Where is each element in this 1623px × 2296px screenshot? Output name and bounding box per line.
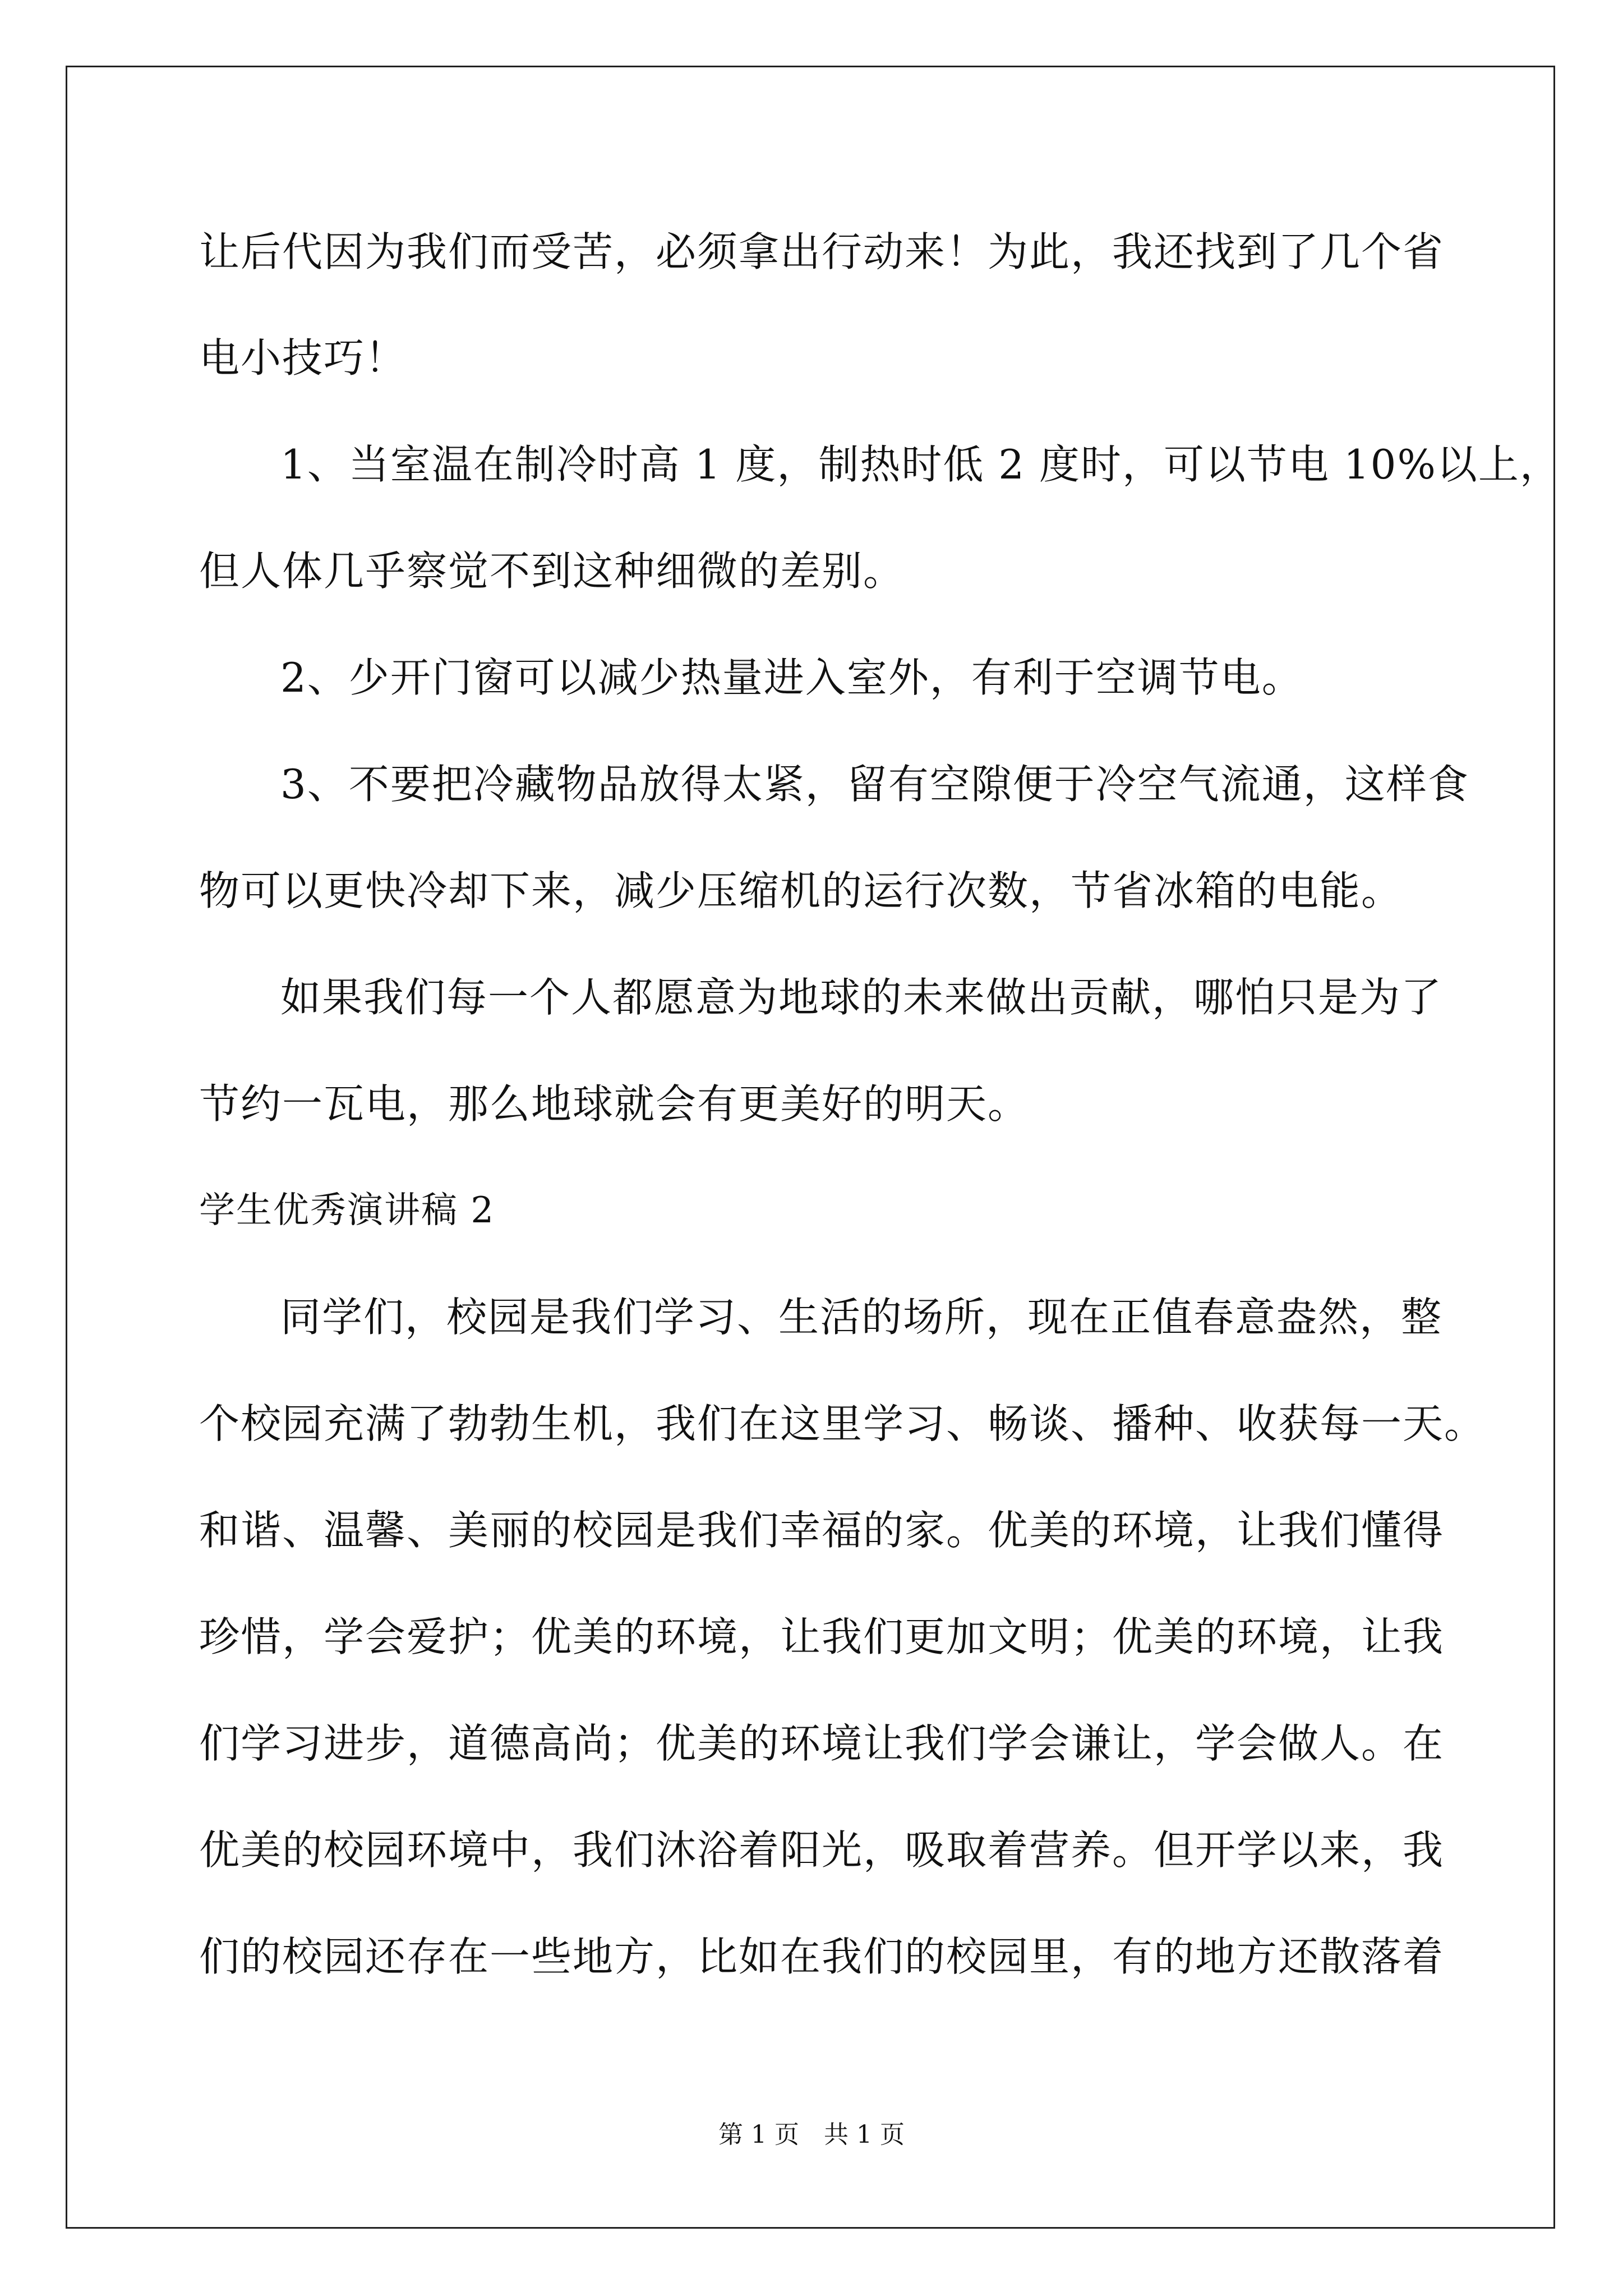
- body-line: 3、不要把冷藏物品放得太紧，留有空隙便于冷空气流通，这样食: [280, 761, 1469, 808]
- body-line: 物可以更快冷却下来，减少压缩机的运行次数，节省冰箱的电能。: [199, 867, 1403, 914]
- body-line: 们的校园还存在一些地方，比如在我们的校园里，有的地方还散落着: [199, 1933, 1445, 1980]
- body-line: 电小技巧！: [199, 334, 407, 381]
- body-line: 同学们，校园是我们学习、生活的场所，现在正值春意盎然，整: [280, 1294, 1443, 1341]
- body-line: 2、少开门窗可以减少热量进入室外，有利于空调节电。: [280, 654, 1303, 701]
- body-line: 珍惜，学会爱护；优美的环境，让我们更加文明；优美的环境，让我: [199, 1613, 1445, 1660]
- body-line: 优美的校园环境中，我们沐浴着阳光，吸取着营养。但开学以来，我: [199, 1826, 1445, 1874]
- body-line: 但人体几乎察觉不到这种细微的差别。: [199, 547, 905, 595]
- body-line: 们学习进步，道德高尚；优美的环境让我们学会谦让，学会做人。在: [199, 1720, 1445, 1767]
- body-line: 1、当室温在制冷时高 1 度，制热时低 2 度时，可以节电 10%以上，: [280, 441, 1561, 488]
- page-footer: 第 1 页 共 1 页: [718, 2120, 905, 2149]
- body-line: 个校园充满了勃勃生机，我们在这里学习、畅谈、播种、收获每一天。: [199, 1400, 1486, 1447]
- body-line: 如果我们每一个人都愿意为地球的未来做出贡献，哪怕只是为了: [280, 974, 1443, 1021]
- body-line: 和谐、温馨、美丽的校园是我们幸福的家。优美的环境，让我们懂得: [199, 1507, 1445, 1554]
- body-line: 节约一瓦电，那么地球就会有更美好的明天。: [199, 1080, 1030, 1128]
- section-heading: 学生优秀演讲稿 2: [199, 1190, 495, 1231]
- body-line: 让后代因为我们而受苦，必须拿出行动来！为此，我还找到了几个省: [199, 228, 1445, 275]
- page-border: [66, 66, 1555, 2229]
